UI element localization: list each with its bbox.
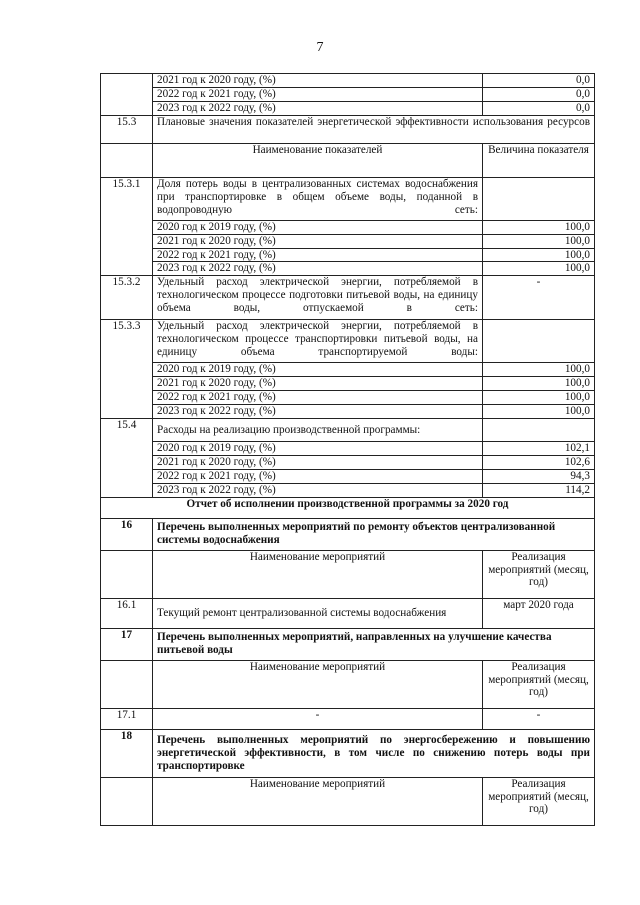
section-value: - [483,276,595,320]
item-name: - [153,708,483,729]
section-title: Доля потерь воды в централизованных системах водоснабжения при транспортировке в общем объеме воды, поданной в водопроводную сеть: [153,177,483,220]
report-title: Отчет об исполнении производственной программы за 2020 год [101,497,595,518]
table-row [101,220,595,234]
section-row [101,320,595,363]
table-row [101,391,595,405]
table-row [101,377,595,391]
empty-cell [483,177,595,220]
item-value: - [483,708,595,729]
year-label: 2021 год к 2020 году, (%) [153,234,483,248]
table-row [101,363,595,377]
section-title: Плановые значения показателей энергетической эффективности использования ресурсов [153,115,595,143]
section-row [101,115,595,143]
section-row [101,418,595,441]
table-row [101,234,595,248]
section-title: Перечень выполненных мероприятий, направленных на улучшение качества питьевой воды [153,628,595,660]
year-label: 2022 год к 2021 году, (%) [153,248,483,262]
table-row [101,87,595,101]
table-row [101,598,595,628]
section-title: Расходы на реализацию производственной программы: [153,418,483,441]
section-row [101,518,595,550]
table-row [101,455,595,469]
year-value: 100,0 [483,363,595,377]
year-label: 2021 год к 2020 году, (%) [153,455,483,469]
header-value: Реализация мероприятий (месяц, год) [483,777,595,825]
number-cell [101,777,153,825]
program-table [100,73,595,826]
section-number: 16 [101,518,153,550]
section-title: Перечень выполненных мероприятий по ремонту объектов централизованной системы водоснабжения [153,518,595,550]
number-cell [101,660,153,708]
year-label: 2020 год к 2019 году, (%) [153,220,483,234]
year-value: 100,0 [483,405,595,419]
year-value: 0,0 [483,101,595,115]
year-label: 2021 год к 2020 году, (%) [153,377,483,391]
section-number: 15.3.2 [101,276,153,320]
header-value: Реализация мероприятий (месяц, год) [483,550,595,598]
header-name: Наименование мероприятий [153,550,483,598]
section-number: 17 [101,628,153,660]
section-number: 18 [101,729,153,777]
section-row [101,276,595,320]
section-row [101,177,595,220]
year-label: 2022 год к 2021 году, (%) [153,87,483,101]
report-title-row [101,497,595,518]
year-value: 100,0 [483,234,595,248]
header-name: Наименование показателей [153,143,483,177]
empty-cell [483,320,595,363]
section-title: Перечень выполненных мероприятий по энергосбережению и повышению энергетической эффективности, в том числе по снижению потерь воды при транспортировке [153,729,595,777]
table-row [101,248,595,262]
header-row [101,143,595,177]
header-value: Величина показателя [483,143,595,177]
year-label: 2023 год к 2022 году, (%) [153,262,483,276]
table-row [101,405,595,419]
section-title: Удельный расход электрической энергии, потребляемой в технологическом процессе подготовки питьевой воды, на единицу объема воды, отпускаемой в сеть: [153,276,483,320]
year-label: 2020 год к 2019 году, (%) [153,441,483,455]
header-row [101,777,595,825]
year-label: 2023 год к 2022 году, (%) [153,405,483,419]
table-row [101,469,595,483]
table-row [101,708,595,729]
item-number: 17.1 [101,708,153,729]
section-number: 15.3.3 [101,320,153,419]
section-number: 15.3 [101,115,153,143]
year-label: 2022 год к 2021 году, (%) [153,469,483,483]
table-row [101,101,595,115]
year-label: 2021 год к 2020 году, (%) [153,74,483,88]
empty-cell [483,418,595,441]
number-cell [101,550,153,598]
table-row [101,483,595,497]
header-row [101,660,595,708]
year-value: 0,0 [483,74,595,88]
year-label: 2023 год к 2022 году, (%) [153,101,483,115]
year-value: 100,0 [483,377,595,391]
header-name: Наименование мероприятий [153,777,483,825]
year-label: 2020 год к 2019 году, (%) [153,363,483,377]
year-value: 100,0 [483,220,595,234]
year-value: 100,0 [483,248,595,262]
item-number: 16.1 [101,598,153,628]
table-row [101,74,595,88]
header-value: Реализация мероприятий (месяц, год) [483,660,595,708]
section-number: 15.4 [101,418,153,497]
year-value: 100,0 [483,391,595,405]
year-value: 94,3 [483,469,595,483]
section-number: 15.3.1 [101,177,153,276]
section-row [101,628,595,660]
page-number: 7 [316,40,324,55]
header-row [101,550,595,598]
number-cell [101,143,153,177]
year-value: 102,1 [483,441,595,455]
year-value: 100,0 [483,262,595,276]
section-title: Удельный расход электрической энергии, потребляемой в технологическом процессе транспортировки питьевой воды, на единицу объема транспортируемой воды: [153,320,483,363]
item-value: март 2020 года [483,598,595,628]
number-cell [101,74,153,116]
header-name: Наименование мероприятий [153,660,483,708]
table-row [101,441,595,455]
year-value: 114,2 [483,483,595,497]
year-value: 0,0 [483,87,595,101]
item-name: Текущий ремонт централизованной системы водоснабжения [153,598,483,628]
year-label: 2023 год к 2022 году, (%) [153,483,483,497]
year-label: 2022 год к 2021 году, (%) [153,391,483,405]
year-value: 102,6 [483,455,595,469]
table-row [101,262,595,276]
section-row [101,729,595,777]
